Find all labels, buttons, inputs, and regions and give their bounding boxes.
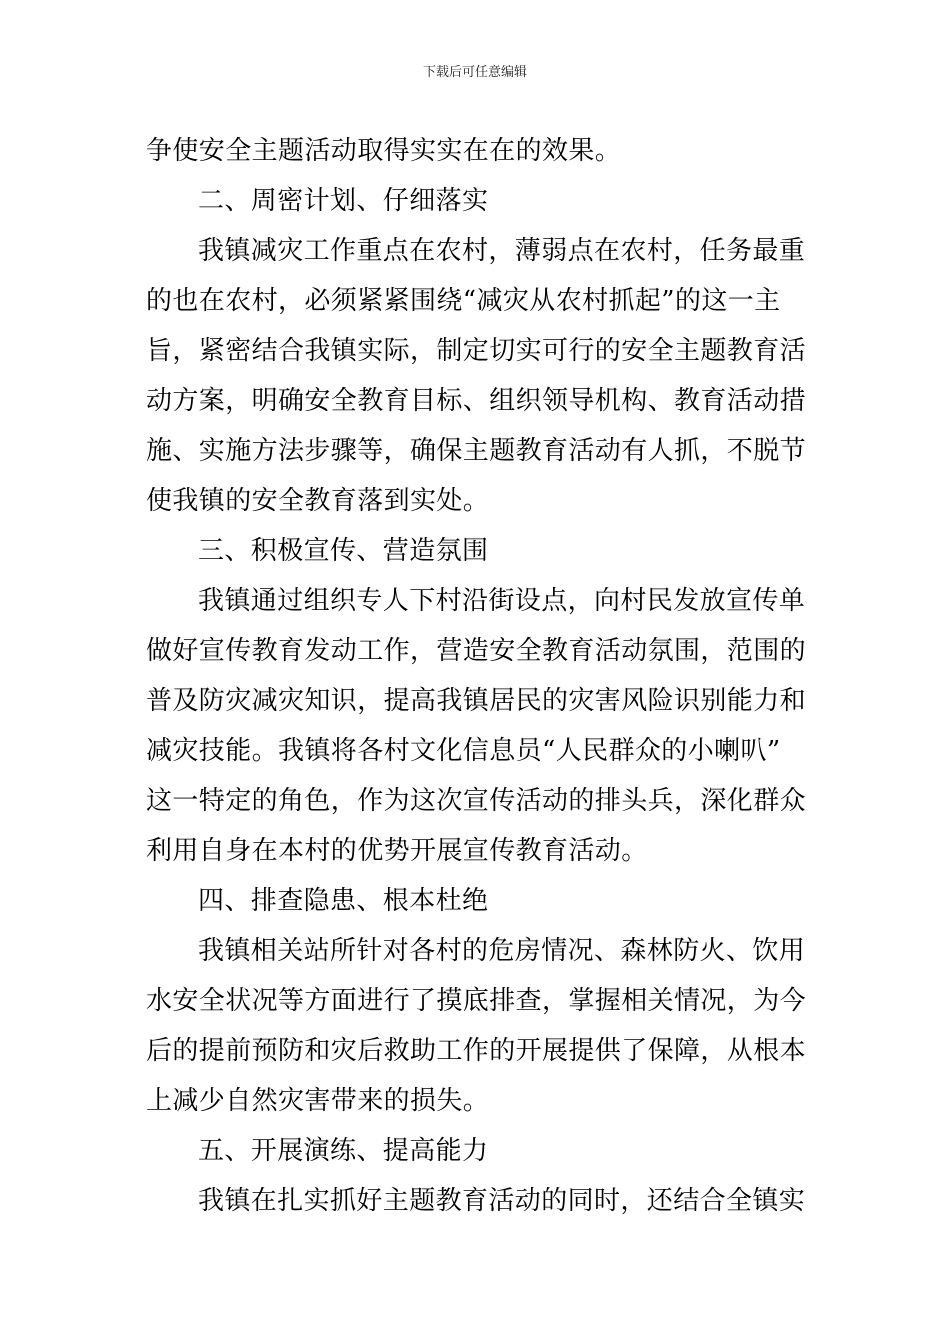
- text-line: 我镇在扎实抓好主题教育活动的同时，还结合全镇实: [198, 1186, 806, 1216]
- text-line: 上减少自然灾害带来的损失。: [146, 1086, 490, 1116]
- text-line: 普及防灾减灾知识，提高我镇居民的灾害风险识别能力和: [146, 686, 807, 716]
- text-line: 减灾技能。我镇将各村文化信息员“人民群众的小喇叭”: [146, 736, 781, 766]
- document-body: [146, 126, 810, 1226]
- section-heading: 二、周密计划、仔细落实: [198, 186, 489, 216]
- text-line: 使我镇的安全教育落到实处。: [146, 486, 490, 516]
- section-heading: 三、积极宣传、营造氛围: [198, 536, 489, 566]
- page-header: 下载后可任意编辑: [422, 65, 527, 80]
- text-line: 这一特定的角色，作为这次宣传活动的排头兵，深化群众: [146, 786, 807, 816]
- text-line: 利用自身在本村的优势开展宣传教育活动。: [146, 836, 648, 866]
- text-line: 争使安全主题活动取得实实在在的效果。: [146, 136, 622, 166]
- text-line: 动方案，明确安全教育目标、组织领导机构、教育活动措: [146, 386, 807, 416]
- section-heading: 五、开展演练、提高能力: [198, 1136, 489, 1166]
- text-line: 的也在农村，必须紧紧围绕“减灾从农村抓起”的这一主: [146, 286, 781, 316]
- text-line: 旨，紧密结合我镇实际，制定切实可行的安全主题教育活: [146, 336, 807, 366]
- text-line: 做好宣传教育发动工作，营造安全教育活动氛围，范围的: [146, 636, 807, 666]
- text-line: 后的提前预防和灾后救助工作的开展提供了保障，从根本: [146, 1036, 807, 1066]
- text-line: 水安全状况等方面进行了摸底排查，掌握相关情况，为今: [146, 986, 807, 1016]
- section-heading: 四、排查隐患、根本杜绝: [198, 886, 489, 916]
- text-line: 施、实施方法步骤等，确保主题教育活动有人抓，不脱节: [146, 436, 807, 466]
- text-line: 我镇相关站所针对各村的危房情况、森林防火、饮用: [198, 936, 806, 966]
- text-line: 我镇通过组织专人下村沿街设点，向村民发放宣传单: [198, 586, 806, 616]
- text-line: 我镇减灾工作重点在农村，薄弱点在农村，任务最重: [198, 236, 806, 266]
